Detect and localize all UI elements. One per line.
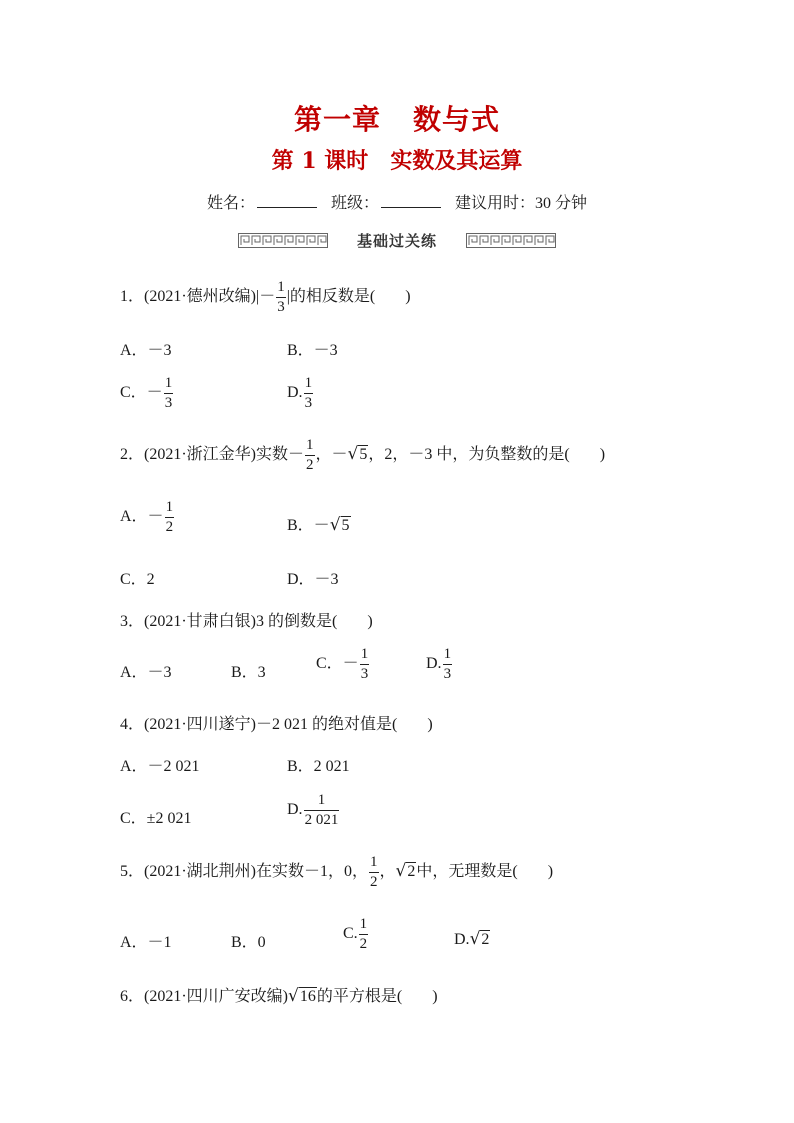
q2-a-frac-num: 1	[165, 500, 175, 518]
q1-stem-prefix: 1．(2021·德州改编)|－	[120, 288, 276, 306]
q3-c-frac-num: 1	[360, 647, 370, 665]
q5-stem-suffix: 中，无理数是(	[416, 863, 518, 881]
lesson-topic: 实数及其运算	[390, 148, 523, 174]
q3-option-d[interactable]	[426, 647, 453, 682]
q2-option-a[interactable]	[120, 500, 175, 535]
q1-frac-num: 1	[276, 280, 286, 298]
q3-d-frac-den: 3	[443, 666, 452, 682]
q5-sqrt-radicand: 2	[407, 863, 416, 881]
q5-fraction	[369, 855, 379, 890]
q3-option-a[interactable]: A．－3	[120, 664, 172, 681]
q3-d-prefix: D.	[426, 655, 442, 673]
q2-option-c[interactable]: C．2	[120, 571, 155, 588]
sqrt-sign-icon: √	[329, 515, 341, 535]
q2-a-frac-den: 2	[165, 519, 174, 535]
q1-c-fraction	[164, 376, 174, 411]
chapter-title	[0, 98, 794, 138]
q3-d-fraction	[443, 647, 453, 682]
q1-c-prefix: C．－	[120, 384, 163, 402]
q2-stem-prefix: 2．(2021·浙江金华)实数－	[120, 446, 304, 464]
q1-close-paren: )	[405, 288, 411, 306]
q2-a-prefix: A．－	[120, 508, 164, 526]
section-title: 基础过关练	[356, 232, 437, 250]
q2-stem-suffix: ，2，－3 中，为负整数的是(	[368, 446, 570, 464]
q1-d-frac-den: 3	[304, 395, 313, 411]
q4-option-a[interactable]: A．－2 021	[120, 758, 200, 775]
q2-frac-num: 1	[305, 438, 315, 456]
q1-option-d[interactable]	[287, 376, 314, 411]
q6-sqrt	[288, 986, 317, 1006]
q5-c-prefix: C.	[343, 925, 358, 943]
question-4-stem	[120, 711, 433, 734]
name-label: 姓名：	[206, 195, 255, 212]
q4-d-frac-den: 2 021	[304, 812, 339, 828]
q5-c-fraction	[359, 917, 369, 952]
q2-b-sqrt-radicand: 5	[341, 517, 350, 534]
q3-stem: 3．(2021·甘肃白银)3 的倒数是(	[120, 613, 338, 630]
q6-stem-prefix: 6．(2021·四川广安改编)	[120, 988, 288, 1005]
q2-fraction	[305, 438, 315, 473]
q2-frac-den: 2	[306, 457, 314, 473]
q4-close-paren: )	[427, 716, 433, 733]
question-5-stem	[120, 855, 553, 890]
q2-close-paren: )	[599, 446, 606, 464]
q5-frac-den: 2	[370, 874, 378, 890]
q5-c-frac-num: 1	[359, 917, 369, 935]
q1-frac-den: 3	[277, 299, 285, 315]
question-3-stem	[120, 608, 373, 631]
q2-b-prefix: B．－	[287, 517, 330, 534]
question-2-stem	[120, 438, 605, 473]
q2-sqrt	[348, 444, 369, 464]
q1-option-b[interactable]: B．－3	[287, 342, 338, 359]
class-label: 班级：	[330, 195, 379, 212]
q6-stem-suffix: 的平方根是(	[316, 988, 403, 1005]
q6-sqrt-radicand: 16	[299, 988, 316, 1005]
q4-d-prefix: D.	[287, 801, 303, 819]
chapter-topic: 数与式	[413, 103, 501, 136]
q5-option-b[interactable]: B．0	[231, 934, 266, 951]
sqrt-sign-icon: √	[288, 986, 299, 1006]
q6-close-paren: )	[432, 988, 438, 1005]
q5-d-sqrt-radicand: 2	[481, 931, 490, 948]
q1-option-c[interactable]	[120, 376, 174, 411]
q5-stem-mid: ，	[379, 863, 396, 881]
sqrt-sign-icon: √	[469, 929, 481, 949]
q2-b-sqrt	[330, 515, 351, 535]
meander-border-right	[466, 233, 556, 248]
q3-c-fraction	[360, 647, 370, 682]
q4-option-d[interactable]	[287, 793, 340, 828]
sqrt-sign-icon: √	[395, 861, 407, 882]
q1-d-prefix: D.	[287, 384, 303, 402]
q2-sqrt-radicand: 5	[359, 446, 368, 464]
q4-stem: 4．(2021·四川遂宁)－2 021 的绝对值是(	[120, 716, 398, 733]
q1-option-a[interactable]: A．－3	[120, 342, 172, 359]
q3-option-c[interactable]	[316, 647, 370, 682]
q5-stem-prefix: 5．(2021·湖北荆州)在实数－1，0，	[120, 863, 368, 881]
q5-c-frac-den: 2	[359, 936, 368, 952]
q5-option-a[interactable]: A．－1	[120, 934, 172, 951]
q1-c-frac-num: 1	[164, 376, 174, 394]
q4-option-c[interactable]: C．±2 021	[120, 810, 192, 827]
section-banner	[238, 230, 556, 252]
chapter-number: 第一章	[293, 103, 381, 136]
q2-option-d[interactable]: D．－3	[287, 571, 339, 588]
student-info-line	[0, 190, 794, 213]
sqrt-sign-icon: √	[347, 444, 359, 465]
name-blank[interactable]	[257, 193, 317, 208]
lesson-title	[0, 144, 794, 175]
q1-stem-suffix: |的相反数是(	[286, 288, 376, 306]
q3-d-frac-num: 1	[443, 647, 453, 665]
suggested-time: 建议用时：30 分钟	[455, 195, 588, 212]
q2-option-b[interactable]	[287, 512, 351, 535]
question-6-stem	[120, 983, 438, 1006]
q2-stem-mid: ，－	[315, 446, 348, 464]
q3-close-paren: )	[367, 613, 373, 630]
q5-option-d[interactable]	[454, 929, 490, 949]
lesson-number: 第 1 课时	[271, 148, 369, 174]
q2-a-fraction	[165, 500, 175, 535]
q5-sqrt	[396, 861, 417, 881]
q4-option-b[interactable]: B．2 021	[287, 758, 350, 775]
q3-option-b[interactable]: B．3	[231, 664, 266, 681]
q3-c-frac-den: 3	[360, 666, 369, 682]
q4-d-frac-num: 1	[304, 793, 340, 811]
q5-option-c[interactable]	[343, 917, 369, 952]
q1-fraction	[276, 280, 286, 315]
q3-c-prefix: C．－	[316, 655, 359, 673]
q1-d-frac-num: 1	[304, 376, 314, 394]
q4-d-fraction	[304, 793, 340, 828]
q5-d-sqrt	[470, 929, 491, 949]
class-blank[interactable]	[381, 193, 441, 208]
q1-c-frac-den: 3	[164, 395, 173, 411]
q1-d-fraction	[304, 376, 314, 411]
q5-frac-num: 1	[369, 855, 379, 873]
question-1-stem	[120, 280, 411, 315]
q5-d-prefix: D.	[454, 931, 470, 948]
q5-close-paren: )	[547, 863, 554, 881]
meander-border-left	[238, 233, 328, 248]
